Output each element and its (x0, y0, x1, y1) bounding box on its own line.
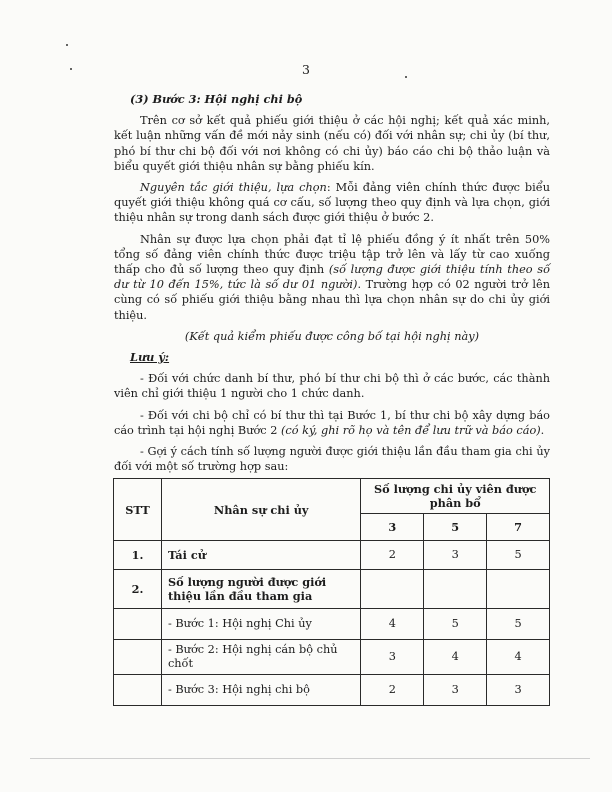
row-value: 3 (487, 675, 550, 706)
note-2-a: - Đối với chi bộ chỉ có bí thư thì tại Bước 1, bí thư chi bộ xây dựng báo cáo trình tại hội nghị Bước 2 (114, 408, 550, 437)
row-value (424, 570, 487, 609)
header-col-7: 7 (487, 514, 550, 541)
note-1: - Đối với chức danh bí thư, phó bí thư chi bộ thì ở các bước, các thành viên chỉ giới thiệu 1 người cho 1 chức danh. (114, 372, 550, 401)
allocation-table (113, 478, 550, 706)
note-3: - Gợi ý cách tính số lượng người được giới thiệu lần đầu tham gia chi ủy đối với một số trường hợp sau: (114, 445, 550, 474)
row-value: 4 (424, 640, 487, 675)
row-value: 3 (424, 541, 487, 570)
row-value: 4 (487, 640, 550, 675)
table-row (114, 675, 550, 706)
header-staff: Nhân sự chi ủy (161, 479, 360, 541)
principle-lead: Nguyên tắc giới thiệu, lựa chọn (140, 181, 327, 195)
row-stt: 1. (114, 541, 162, 570)
header-allocation: Số lượng chi ủy viên được phân bổ (361, 479, 550, 514)
note-title: Lưu ý: (130, 350, 170, 365)
row-stt: 2. (114, 570, 162, 609)
table-row (114, 609, 550, 640)
row-value (361, 570, 424, 609)
threshold-a: Nhân sự được lựa chọn phải đạt tỉ lệ phiếu đồng ý ít nhất trên 50% tổng số đảng viên chính thức được triệu tập trở lên và lấy từ cao xuống thấp cho đủ số lượng theo quy định (114, 232, 550, 277)
row-label: - Bước 1: Hội nghị Chi ủy (161, 609, 360, 640)
row-value (487, 570, 550, 609)
row-value: 3 (361, 640, 424, 675)
row-value: 4 (361, 609, 424, 640)
note-2-italic: (có ký, ghi rõ họ và tên để lưu trữ và báo cáo) (280, 423, 541, 437)
note-2 (114, 408, 550, 438)
table-row (114, 541, 550, 570)
header-col-3: 3 (361, 514, 424, 541)
header-stt: STT (114, 479, 162, 541)
threshold-b: . Trường hợp có 02 người trở lên cùng có số phiếu giới thiệu bằng nhau thì lựa chọn nhân sự do chi ủy giới thiệu. (114, 278, 550, 322)
row-stt (114, 609, 162, 640)
table-row (114, 640, 550, 675)
paragraph-principle (114, 180, 550, 226)
row-value: 5 (424, 609, 487, 640)
paragraph-basis: Trên cơ sở kết quả phiếu giới thiệu ở các hội nghị; kết quả xác minh, kết luận những vấn đề mới nảy sinh (nếu có) đối với nhân sự; chi ủy (bí thư, phó bí thư chi bộ đối với nơi không có chi ủy) báo cáo chi bộ thảo luận và biểu quyết giới thiệu nhân sự bằng phiếu kín. (114, 114, 550, 173)
row-value: 2 (361, 675, 424, 706)
row-value: 5 (487, 609, 550, 640)
row-stt (114, 640, 162, 675)
threshold-italic: (số lượng được giới thiệu tính theo số dư từ 10 đến 15%, tức là số dư 01 người) (114, 263, 550, 292)
row-value: 2 (361, 541, 424, 570)
row-label: Tái cử (161, 541, 360, 570)
header-col-5: 5 (424, 514, 487, 541)
result-note: (Kết quả kiểm phiếu được công bố tại hội nghị này) (184, 329, 480, 343)
row-value: 5 (487, 541, 550, 570)
section-heading: (3) Bước 3: Hội nghị chi bộ (130, 92, 303, 106)
body-text (114, 92, 550, 480)
principle-rest: : Mỗi đảng viên chính thức được biểu quyết giới thiệu không quá cơ cấu, số lượng theo quy định và lựa chọn, giới thiệu nhân sự trong danh sách được giới thiệu ở bước 2. (114, 181, 550, 225)
table-header-row (114, 479, 550, 514)
table-row (114, 570, 550, 609)
paragraph-threshold (114, 232, 550, 323)
page-number: 3 (302, 62, 310, 77)
row-label: Số lượng người được giới thiệu lần đầu tham gia (161, 570, 360, 609)
scan-speck (66, 44, 68, 46)
row-label: - Bước 3: Hội nghị chi bộ (161, 675, 360, 706)
note-2-b: . (540, 423, 545, 437)
row-value: 3 (424, 675, 487, 706)
row-label: - Bước 2: Hội nghị cán bộ chủ chốt (161, 640, 360, 675)
row-stt (114, 675, 162, 706)
scan-edge-line (30, 758, 590, 759)
